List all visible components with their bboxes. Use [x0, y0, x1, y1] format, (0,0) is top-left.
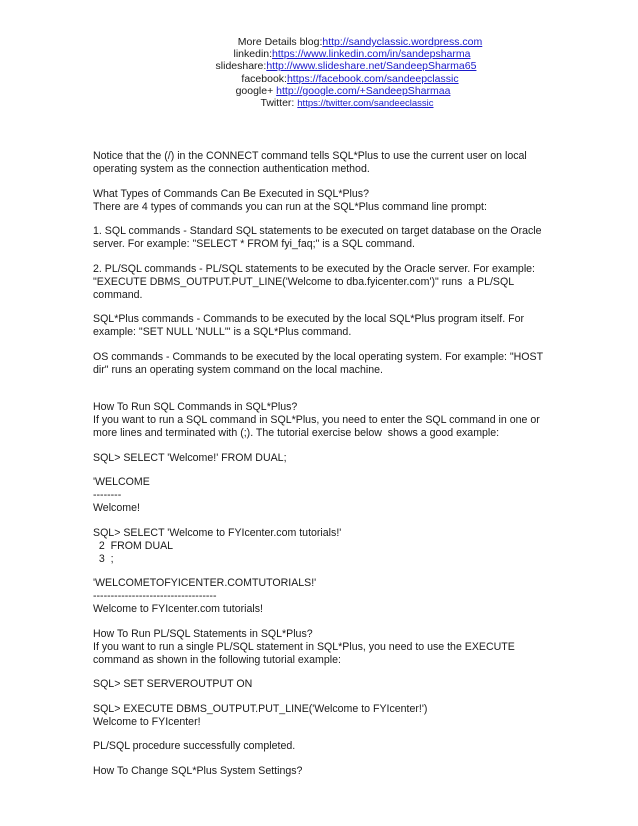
text-line: SQL> SELECT 'Welcome!' FROM DUAL;: [93, 451, 287, 464]
paragraph: [93, 740, 553, 753]
slideshare-line: [0, 60, 638, 72]
text-line: [93, 388, 553, 401]
paragraph: [93, 150, 553, 176]
paragraph: [93, 263, 553, 302]
linkedin-line: [0, 48, 638, 60]
twitter-line: [0, 97, 638, 110]
paragraph: [93, 577, 553, 616]
slideshare-link[interactable]: http://www.slideshare.net/SandeepSharma65: [266, 60, 477, 73]
twitter-label: Twitter:: [260, 97, 298, 110]
paragraph: [93, 313, 553, 339]
text-line: OS commands - Commands to be executed by the local operating system. For example: "HOST: [93, 350, 544, 363]
twitter-link[interactable]: https://twitter.com/sandeeclassic: [297, 98, 434, 110]
paragraph: [93, 703, 553, 729]
paragraph: [93, 388, 553, 440]
text-line: command as shown in the following tutorial example:: [93, 653, 341, 666]
text-line: -----------------------------------: [93, 590, 217, 602]
paragraph: [93, 678, 553, 691]
text-line: 2. PL/SQL commands - PL/SQL statements to be executed by the Oracle server. For example:: [93, 262, 536, 275]
text-line: If you want to run a single PL/SQL statement in SQL*Plus, you need to use the EXECUTE: [93, 640, 515, 653]
facebook-link[interactable]: https://facebook.com/sandeepclassic: [286, 72, 459, 85]
paragraph: [93, 527, 553, 566]
text-line: Welcome!: [93, 502, 140, 514]
contact-header: [0, 36, 638, 110]
text-line: There are 4 types of commands you can run at the SQL*Plus command line prompt:: [93, 200, 487, 213]
text-line: Welcome to FYIcenter.com tutorials!: [93, 603, 263, 615]
text-line: Notice that the (/) in the CONNECT command tells SQL*Plus to use the current user on local: [93, 150, 527, 162]
text-line: server. For example: "SELECT * FROM fyi_faq;" is a SQL command.: [93, 238, 415, 250]
paragraph: [93, 765, 553, 778]
text-line: SQL> EXECUTE DBMS_OUTPUT.PUT_LINE('Welcome to FYIcenter!'): [93, 702, 428, 715]
text-line: How To Change SQL*Plus System Settings?: [93, 764, 303, 777]
paragraph: [93, 476, 553, 515]
text-line: command.: [93, 288, 143, 301]
facebook-line: [0, 73, 638, 85]
text-line: 'WELCOME: [93, 476, 150, 488]
paragraph: [93, 351, 553, 377]
text-line: 'WELCOMETOFYICENTER.COMTUTORIALS!': [93, 577, 317, 589]
text-line: SQL*Plus commands - Commands to be executed by the local SQL*Plus program itself. For: [93, 313, 525, 325]
text-line: example: "SET NULL 'NULL'" is a SQL*Plus command.: [93, 326, 352, 338]
document-body: [93, 150, 553, 789]
text-line: How To Run PL/SQL Statements in SQL*Plus?: [93, 627, 313, 640]
google-plus-line: [0, 85, 638, 97]
text-line: "EXECUTE DBMS_OUTPUT.PUT_LINE('Welcome to dba.fyicenter.com')" runs a PL/SQL: [93, 275, 515, 288]
text-line: 2 FROM DUAL: [93, 539, 174, 552]
facebook-label: facebook:: [241, 72, 287, 85]
text-line: SQL> SET SERVEROUTPUT ON: [93, 678, 253, 690]
text-line: What Types of Commands Can Be Executed in SQL*Plus?: [93, 187, 369, 200]
paragraph: [93, 628, 553, 667]
text-line: PL/SQL procedure successfully completed.: [93, 740, 296, 752]
text-line: SQL> SELECT 'Welcome to FYIcenter.com tutorials!': [93, 526, 342, 539]
linkedin-link[interactable]: https://www.linkedin.com/in/sandepsharma: [272, 48, 471, 61]
text-line: dir" runs an operating system command on the local machine.: [93, 363, 383, 376]
blog-line: [0, 36, 638, 48]
text-line: operating system as the connection authentication method.: [93, 163, 370, 175]
google-plus-label: google+: [235, 84, 277, 97]
text-line: If you want to run a SQL command in SQL*Plus, you need to enter the SQL command in one or: [93, 414, 540, 426]
text-line: Welcome to FYIcenter!: [93, 715, 201, 728]
text-line: 1. SQL commands - Standard SQL statements to be executed on target database on the Oracle: [93, 225, 542, 237]
text-line: How To Run SQL Commands in SQL*Plus?: [93, 401, 298, 413]
linkedin-label: linkedin:: [233, 48, 273, 61]
text-line: --------: [93, 489, 122, 501]
slideshare-label: slideshare:: [215, 60, 267, 73]
google-plus-link[interactable]: http://google.com/+SandeepSharmaa: [276, 84, 451, 97]
blog-label: More Details blog:: [237, 36, 323, 48]
paragraph: [93, 188, 553, 214]
paragraph: [93, 452, 553, 465]
blog-link[interactable]: http://sandyclassic.wordpress.com: [322, 36, 483, 48]
text-line: more lines and terminated with (;). The tutorial exercise below shows a good example:: [93, 427, 500, 439]
text-line: 3 ;: [93, 552, 114, 565]
paragraph: [93, 225, 553, 251]
